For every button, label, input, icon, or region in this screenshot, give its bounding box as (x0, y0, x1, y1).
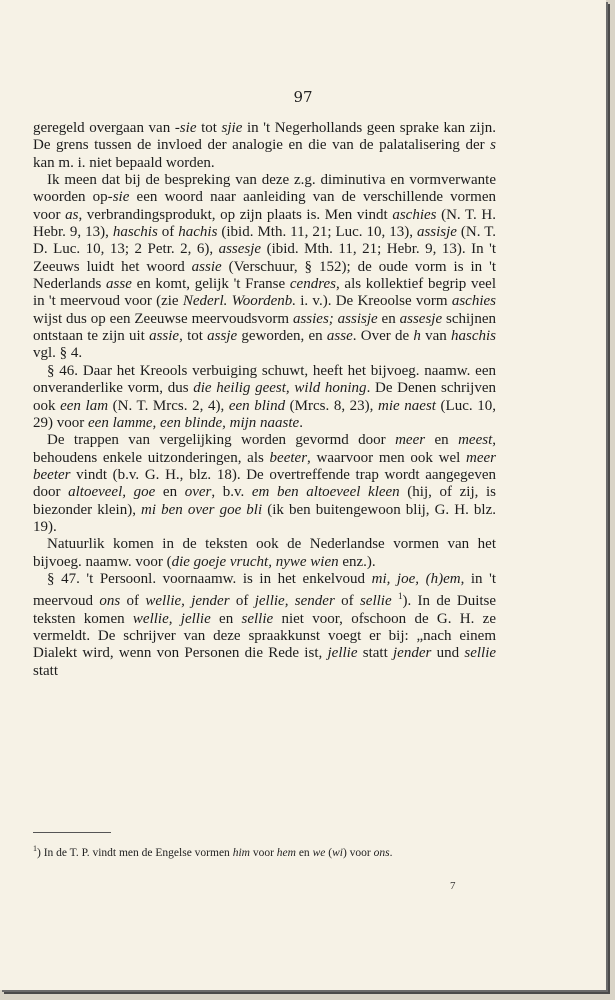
paragraph-1: geregeld overgaan van -sie tot sjie in 't Negerhollands geen sprake kan zijn. De grens tussen de invloed der analogie en die van de palatalisering der s kan m. i. niet bepaald worden. (33, 120, 496, 171)
paragraph-comparison: De trappen van vergelijking worden gevormd door meer en meest, behoudens enkele uitzonderingen, als beeter, waarvoor men ook wel meer beeter vindt (b.v. G. H., blz. 18). De overtreffende trap wordt aangegeven door altoeveel, goe en over, b.v. em ben altoeveel kleen (hij, of zij, is biezonder klein), mi ben over goe bli (ik ben buitengewoon blij, G. H. blz. 19). (33, 432, 497, 535)
paragraph-section-47: § 47. 't Persoonl. voornaamw. is in het enkelvoud mi, joe, (h)em, in 't meervoud ons of wellie, jender of jellie, sender of sellie $^1$). In de Duitse teksten komen wellie, jellie en sellie niet voor, ofschoon de G. H. ze vermeldt. De schrijver van deze spraakkunst voegt er bij: „nach einem Dialekt wird, wenn von Personen die Rede ist, jellie statt jender und sellie statt (33, 570, 497, 679)
paragraph-2: Ik meen dat bij de bespreking van deze z.g. diminutiva en vormverwante woorden op-sie een woord naar aanleiding van de verschillende vormen voor as, verbrandingsprodukt, op zijn plaats is. Men vindt aschies (N. T. H. Hebr. 9, 13), haschis of hachis (ibid. Mth. 11, 21; Luc. 10, 13), assisje (N. T. D. Luc. 10, 13; 2 Petr. 2, 6), assesje (ibid. Mth. 11, 21; Hebr. 9, 13). In 't Zeeuws luidt het woord assie (Verschuur, § 152); de oude vorm is in 't Nederlands asse en komt, gelijk 't Franse cendres, als kollektief begrip veel in 't meervoud voor (zie Nederl. Woordenb. i. v.). De Kreoolse vorm aschies wijst dus op een Zeeuwse meervoudsvorm assies; assisje en assesje schijnen ontstaan te zijn uit assie, tot assje geworden, en asse. Over de h van haschis vgl. § 4. (33, 172, 497, 362)
footnote-reference: 1 (397, 591, 403, 602)
page-number: 97 (293, 88, 313, 106)
paragraph-dutch-forms: Natuurlik komen in de teksten ook de Nederlandse vormen van het bijvoeg. naamw. voor (die goeje vrucht, nywe wien enz.). (33, 536, 496, 570)
body-text (33, 120, 496, 680)
paragraph-section-46: § 46. Daar het Kreools verbuiging schuwt, heeft het bijvoeg. naamw. een onveranderlike vorm, dus die heilig geest, wild honing. De Denen schrijven ook een lam (N. T. Mrcs. 2, 4), een blind (Mrcs. 8, 23), mie naest (Luc. 10, 29) voor een lamme, een blinde, mijn naaste. (33, 362, 496, 431)
footnote-divider (33, 832, 111, 833)
footnote: $^1$) In de T. P. vindt men de Engelse vormen him voor hem en we (wi) voor ons. (33, 844, 393, 859)
signature-mark: 7 (450, 880, 456, 892)
